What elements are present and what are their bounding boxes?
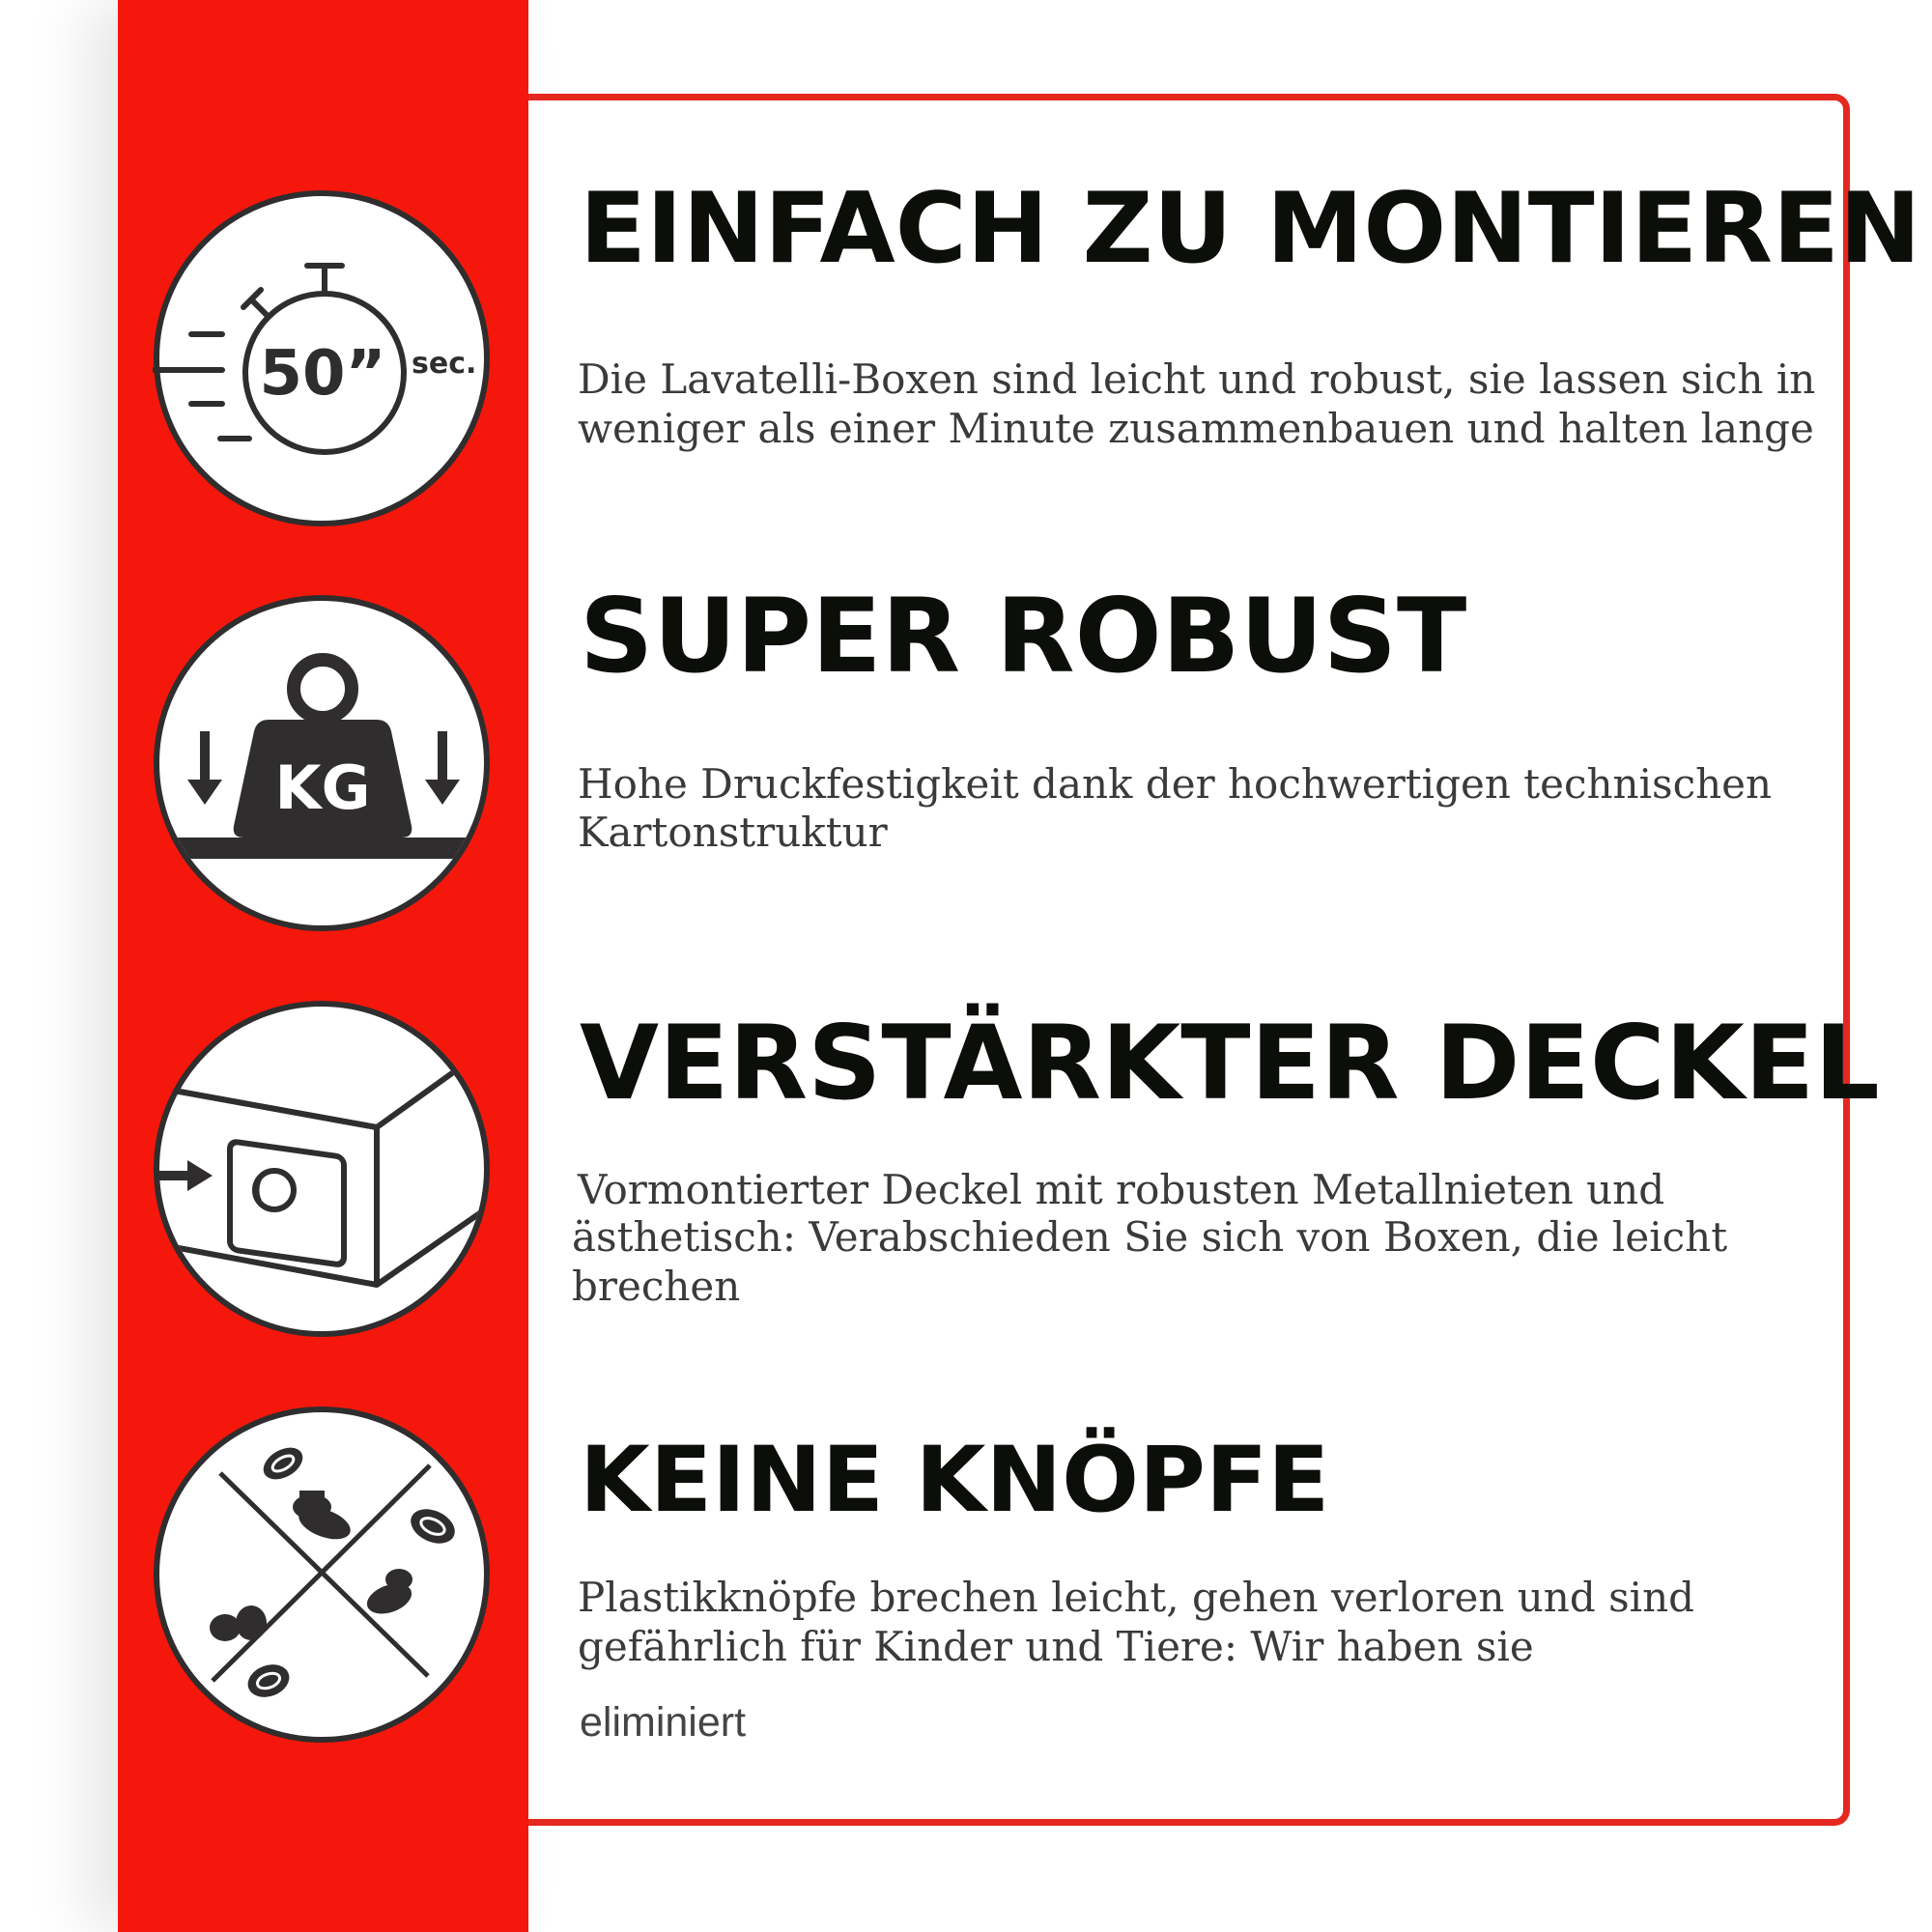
feature-text-robust-line1: Hohe Druckfestigkeit dank der hochwertigen technischen <box>578 760 1773 808</box>
feature-title-robust: SUPER ROBUST <box>580 577 1467 696</box>
feature-text-buttons-line2: gefährlich für Kinder und Tiere: Wir haben sie <box>578 1623 1534 1670</box>
feature-title-lid: VERSTÄRKTER DECKEL <box>580 1004 1880 1122</box>
feature-text-lid-line2: ästhetisch: Verabschieden Sie sich von Boxen, die leicht brechen <box>572 1213 1728 1310</box>
stopwatch-icon <box>153 189 491 527</box>
feature-text-assembly-line1: Die Lavatelli-Boxen sind leicht und robust, sie lassen sich in <box>578 355 1816 403</box>
reinforced-lid-icon <box>153 1000 491 1338</box>
stopwatch-unit: sec. <box>412 347 477 381</box>
feature-text-buttons-line1: Plastikknöpfe brechen leicht, gehen verloren und sind <box>578 1574 1695 1621</box>
no-buttons-icon <box>153 1406 491 1744</box>
weight-kg-label: KG <box>274 753 371 823</box>
weight-kg-icon <box>153 594 491 932</box>
content-panel <box>528 94 1850 1826</box>
feature-text-assembly-line2: weniger als einer Minute zusammenbauen und halten lange <box>578 405 1814 452</box>
stopwatch-seconds-value: 50” <box>259 338 386 410</box>
feature-text-buttons-extra: eliminiert <box>580 1699 747 1746</box>
feature-title-assembly: EINFACH ZU MONTIEREN <box>580 171 1921 285</box>
feature-text-robust-line2: Kartonstruktur <box>578 809 888 856</box>
feature-title-buttons: KEINE KNÖPFE <box>580 1428 1330 1533</box>
feature-text-lid-line1: Vormontierter Deckel mit robusten Metallnieten und <box>578 1166 1665 1213</box>
